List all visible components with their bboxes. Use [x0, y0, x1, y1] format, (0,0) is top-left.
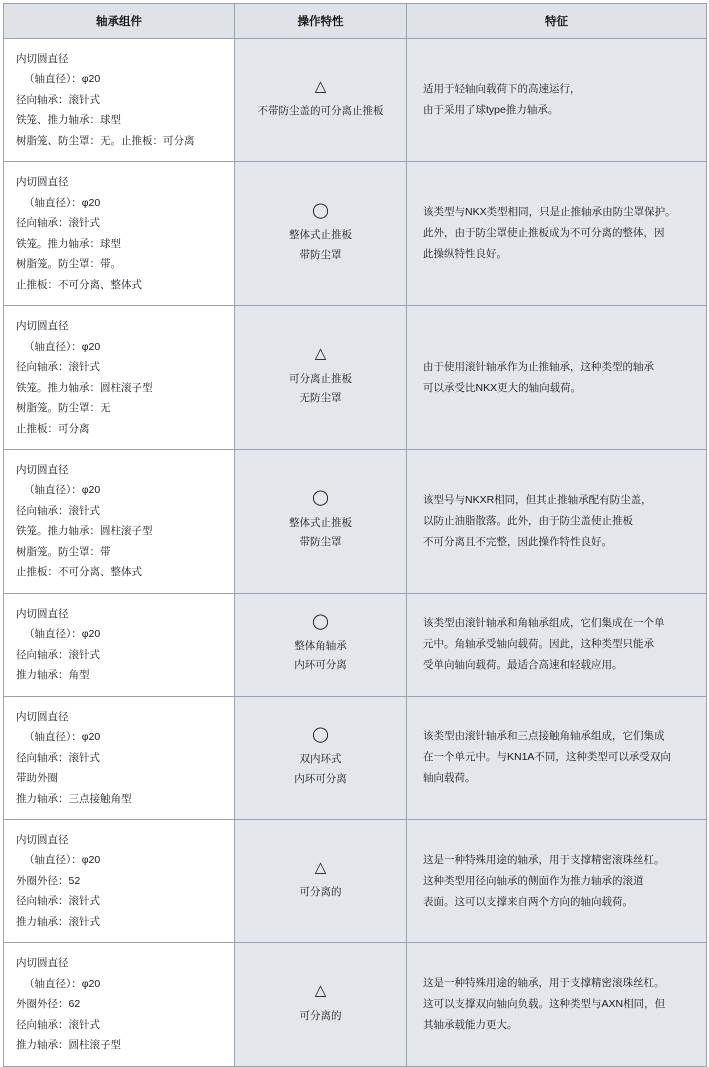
table-row — [4, 449, 707, 593]
feature-line: 表面。这可以支撑来自两个方向的轴向载荷。 — [423, 895, 633, 908]
spec-line: 内切圆直径 — [16, 710, 69, 723]
operating-line: 带防尘罩 — [299, 536, 342, 549]
feature-line: 可以承受比NKX更大的轴向载荷。 — [423, 381, 582, 394]
bearing-assembly-cell — [4, 306, 235, 450]
spec-line: 铁笼、推力轴承：球型 — [16, 114, 121, 127]
spec-line: 内切圆直径 — [16, 607, 69, 620]
feature-line: 这种类型用径向轴承的侧面作为推力轴承的滚道 — [423, 874, 644, 887]
table-row — [4, 820, 707, 943]
feature-line: 该型号与NKXR相同，但其止推轴承配有防尘盖， — [423, 493, 652, 506]
spec-line: （轴直径）：φ20 — [24, 854, 101, 867]
spec-line: 径向轴承：滚针式 — [16, 504, 100, 517]
spec-line: 推力轴承：滚针式 — [16, 915, 100, 928]
circle-symbol-icon: ◯ — [312, 612, 329, 630]
spec-line: 推力轴承：角型 — [16, 669, 90, 682]
feature-line: 在一个单元中。与KN1A不同，这种类型可以承受双向 — [423, 751, 671, 764]
column-header-assembly: 轴承组件 — [4, 4, 235, 39]
spec-line: 树脂笼。防尘罩：无 — [16, 402, 111, 415]
circle-symbol-icon: ◯ — [312, 201, 329, 219]
operating-line: 不带防尘盖的可分离止推板 — [257, 105, 384, 118]
spec-line: （轴直径）：φ20 — [24, 628, 101, 641]
feature-line: 该类型由滚针轴承和角轴承组成，它们集成在一个单 — [423, 617, 665, 630]
feature-line: 元中。角轴承受轴向载荷。因此，这种类型只能承 — [423, 638, 654, 651]
operating-characteristic-cell — [235, 593, 407, 696]
feature-cell — [407, 39, 707, 162]
operating-characteristic-cell — [235, 449, 407, 593]
feature-line: 不可分离且不完整，因此操作特性良好。 — [423, 535, 612, 548]
spec-line: 树脂笼、防尘罩：无。止推板：可分离 — [16, 134, 195, 147]
bearing-assembly-cell — [4, 162, 235, 306]
spec-line: 径向轴承：滚针式 — [16, 1018, 100, 1031]
triangle-symbol-icon: △ — [314, 858, 327, 876]
feature-line: 该类型由滚针轴承和三点接触角轴承组成，它们集成 — [423, 730, 665, 743]
table-body — [4, 39, 707, 1067]
spec-line: 铁笼。推力轴承：球型 — [16, 237, 121, 250]
table-row — [4, 162, 707, 306]
spec-line: 止推板：不可分离、整体式 — [16, 278, 142, 291]
operating-line: 无防尘罩 — [299, 392, 342, 405]
feature-cell — [407, 306, 707, 450]
spec-line: 内切圆直径 — [16, 834, 69, 846]
feature-line: 这是一种特殊用途的轴承，用于支撑精密滚珠丝杠。 — [423, 853, 665, 866]
operating-line: 可分离止推板 — [289, 372, 352, 385]
operating-characteristic-cell — [235, 943, 407, 1066]
table-header — [4, 4, 707, 39]
feature-cell — [407, 449, 707, 593]
feature-line: 这是一种特殊用途的轴承，用于支撑精密滚珠丝杠。 — [423, 977, 665, 990]
feature-cell — [407, 943, 707, 1066]
feature-cell — [407, 162, 707, 306]
feature-line: 此操纵特性良好。 — [423, 248, 507, 261]
triangle-symbol-icon: △ — [314, 982, 327, 1000]
feature-line: 适用于轻轴向载荷下的高速运行， — [423, 83, 581, 96]
feature-line: 受单向轴向载荷。最适合高速和轻载应用。 — [423, 659, 623, 672]
spec-line: 止推板：不可分离、整体式 — [16, 566, 142, 579]
bearing-assembly-cell — [4, 943, 235, 1066]
spec-line: （轴直径）：φ20 — [24, 484, 101, 497]
spec-line: 推力轴承：圆柱滚子型 — [16, 1039, 121, 1052]
operating-line: 整体角轴承 — [294, 640, 347, 653]
column-header-operating: 操作特性 — [235, 4, 407, 39]
operating-line: 整体式止推板 — [289, 516, 352, 529]
spec-line: 径向轴承：滚针式 — [16, 93, 100, 106]
operating-characteristic-cell — [235, 820, 407, 943]
operating-line: 内环可分离 — [294, 772, 347, 785]
spec-line: 内切圆直径 — [16, 957, 69, 970]
table-row — [4, 943, 707, 1066]
spec-line: 内切圆直径 — [16, 176, 69, 189]
operating-characteristic-cell — [235, 306, 407, 450]
table-row — [4, 593, 707, 696]
spec-line: 内切圆直径 — [16, 320, 69, 333]
bearing-assembly-cell — [4, 820, 235, 943]
feature-line: 这可以支撑双向轴向负载。这种类型与AXN相同，但 — [423, 998, 666, 1011]
spec-line: 外圈外径：62 — [16, 998, 81, 1011]
bearing-assembly-cell — [4, 696, 235, 819]
spec-line: 内切圆直径 — [16, 53, 69, 65]
spec-line: （轴直径）：φ20 — [24, 196, 101, 209]
feature-cell — [407, 593, 707, 696]
spec-line: 铁笼。推力轴承：圆柱滚子型 — [16, 525, 153, 538]
operating-line: 整体式止推板 — [289, 229, 352, 242]
spec-line: （轴直径）：φ20 — [24, 731, 101, 744]
feature-line: 轴向载荷。 — [423, 772, 476, 785]
table-header-row — [4, 4, 707, 39]
table-row — [4, 306, 707, 450]
circle-symbol-icon: ◯ — [312, 489, 329, 507]
operating-characteristic-cell — [235, 696, 407, 819]
spec-line: 内切圆直径 — [16, 463, 69, 476]
spec-line: 带助外圈 — [16, 772, 58, 785]
spec-line: 径向轴承：滚针式 — [16, 648, 100, 661]
feature-line: 由于使用滚针轴承作为止推轴承，这种类型的轴承 — [423, 360, 654, 373]
spec-line: （轴直径）：φ20 — [24, 340, 101, 353]
spec-line: 径向轴承：滚针式 — [16, 217, 100, 230]
operating-line: 可分离的 — [299, 1009, 342, 1022]
operating-line: 内环可分离 — [294, 659, 347, 672]
feature-cell — [407, 696, 707, 819]
bearing-comparison-table — [3, 3, 707, 1067]
operating-line: 可分离的 — [299, 886, 342, 899]
spec-line: 外圈外径：52 — [16, 874, 81, 887]
operating-characteristic-cell — [235, 39, 407, 162]
circle-symbol-icon: ◯ — [312, 725, 329, 743]
spec-line: 铁笼。推力轴承：圆柱滚子型 — [16, 381, 153, 394]
spec-line: （轴直径）：φ20 — [24, 73, 101, 86]
column-header-features: 特征 — [407, 4, 707, 39]
operating-characteristic-cell — [235, 162, 407, 306]
spec-line: 径向轴承：滚针式 — [16, 751, 100, 764]
triangle-symbol-icon: △ — [314, 77, 327, 95]
feature-line: 其轴承载能力更大。 — [423, 1019, 518, 1032]
spec-line: 树脂笼。防尘罩：带。 — [16, 258, 121, 271]
spec-line: （轴直径）：φ20 — [24, 977, 101, 990]
spec-line: 径向轴承：滚针式 — [16, 361, 100, 374]
operating-line: 双内环式 — [299, 753, 342, 766]
triangle-symbol-icon: △ — [314, 345, 327, 363]
feature-cell — [407, 820, 707, 943]
bearing-assembly-cell — [4, 39, 235, 162]
bearing-assembly-cell — [4, 449, 235, 593]
table-row — [4, 696, 707, 819]
spec-line: 止推板：可分离 — [16, 422, 90, 435]
table-row — [4, 39, 707, 162]
feature-line: 该类型与NKX类型相同，只是止推轴承由防尘罩保护。 — [423, 206, 676, 219]
spec-line: 树脂笼。防尘罩：带 — [16, 545, 111, 558]
feature-line: 由于采用了球type推力轴承。 — [423, 104, 559, 117]
spec-line: 径向轴承：滚针式 — [16, 895, 100, 908]
spec-line: 推力轴承：三点接触角型 — [16, 792, 132, 805]
feature-line: 以防止油脂散落。此外，由于防尘盖使止推板 — [423, 514, 633, 527]
bearing-assembly-cell — [4, 593, 235, 696]
operating-line: 带防尘罩 — [299, 248, 342, 261]
feature-line: 此外，由于防尘罩使止推板成为不可分离的整体，因 — [423, 227, 665, 240]
